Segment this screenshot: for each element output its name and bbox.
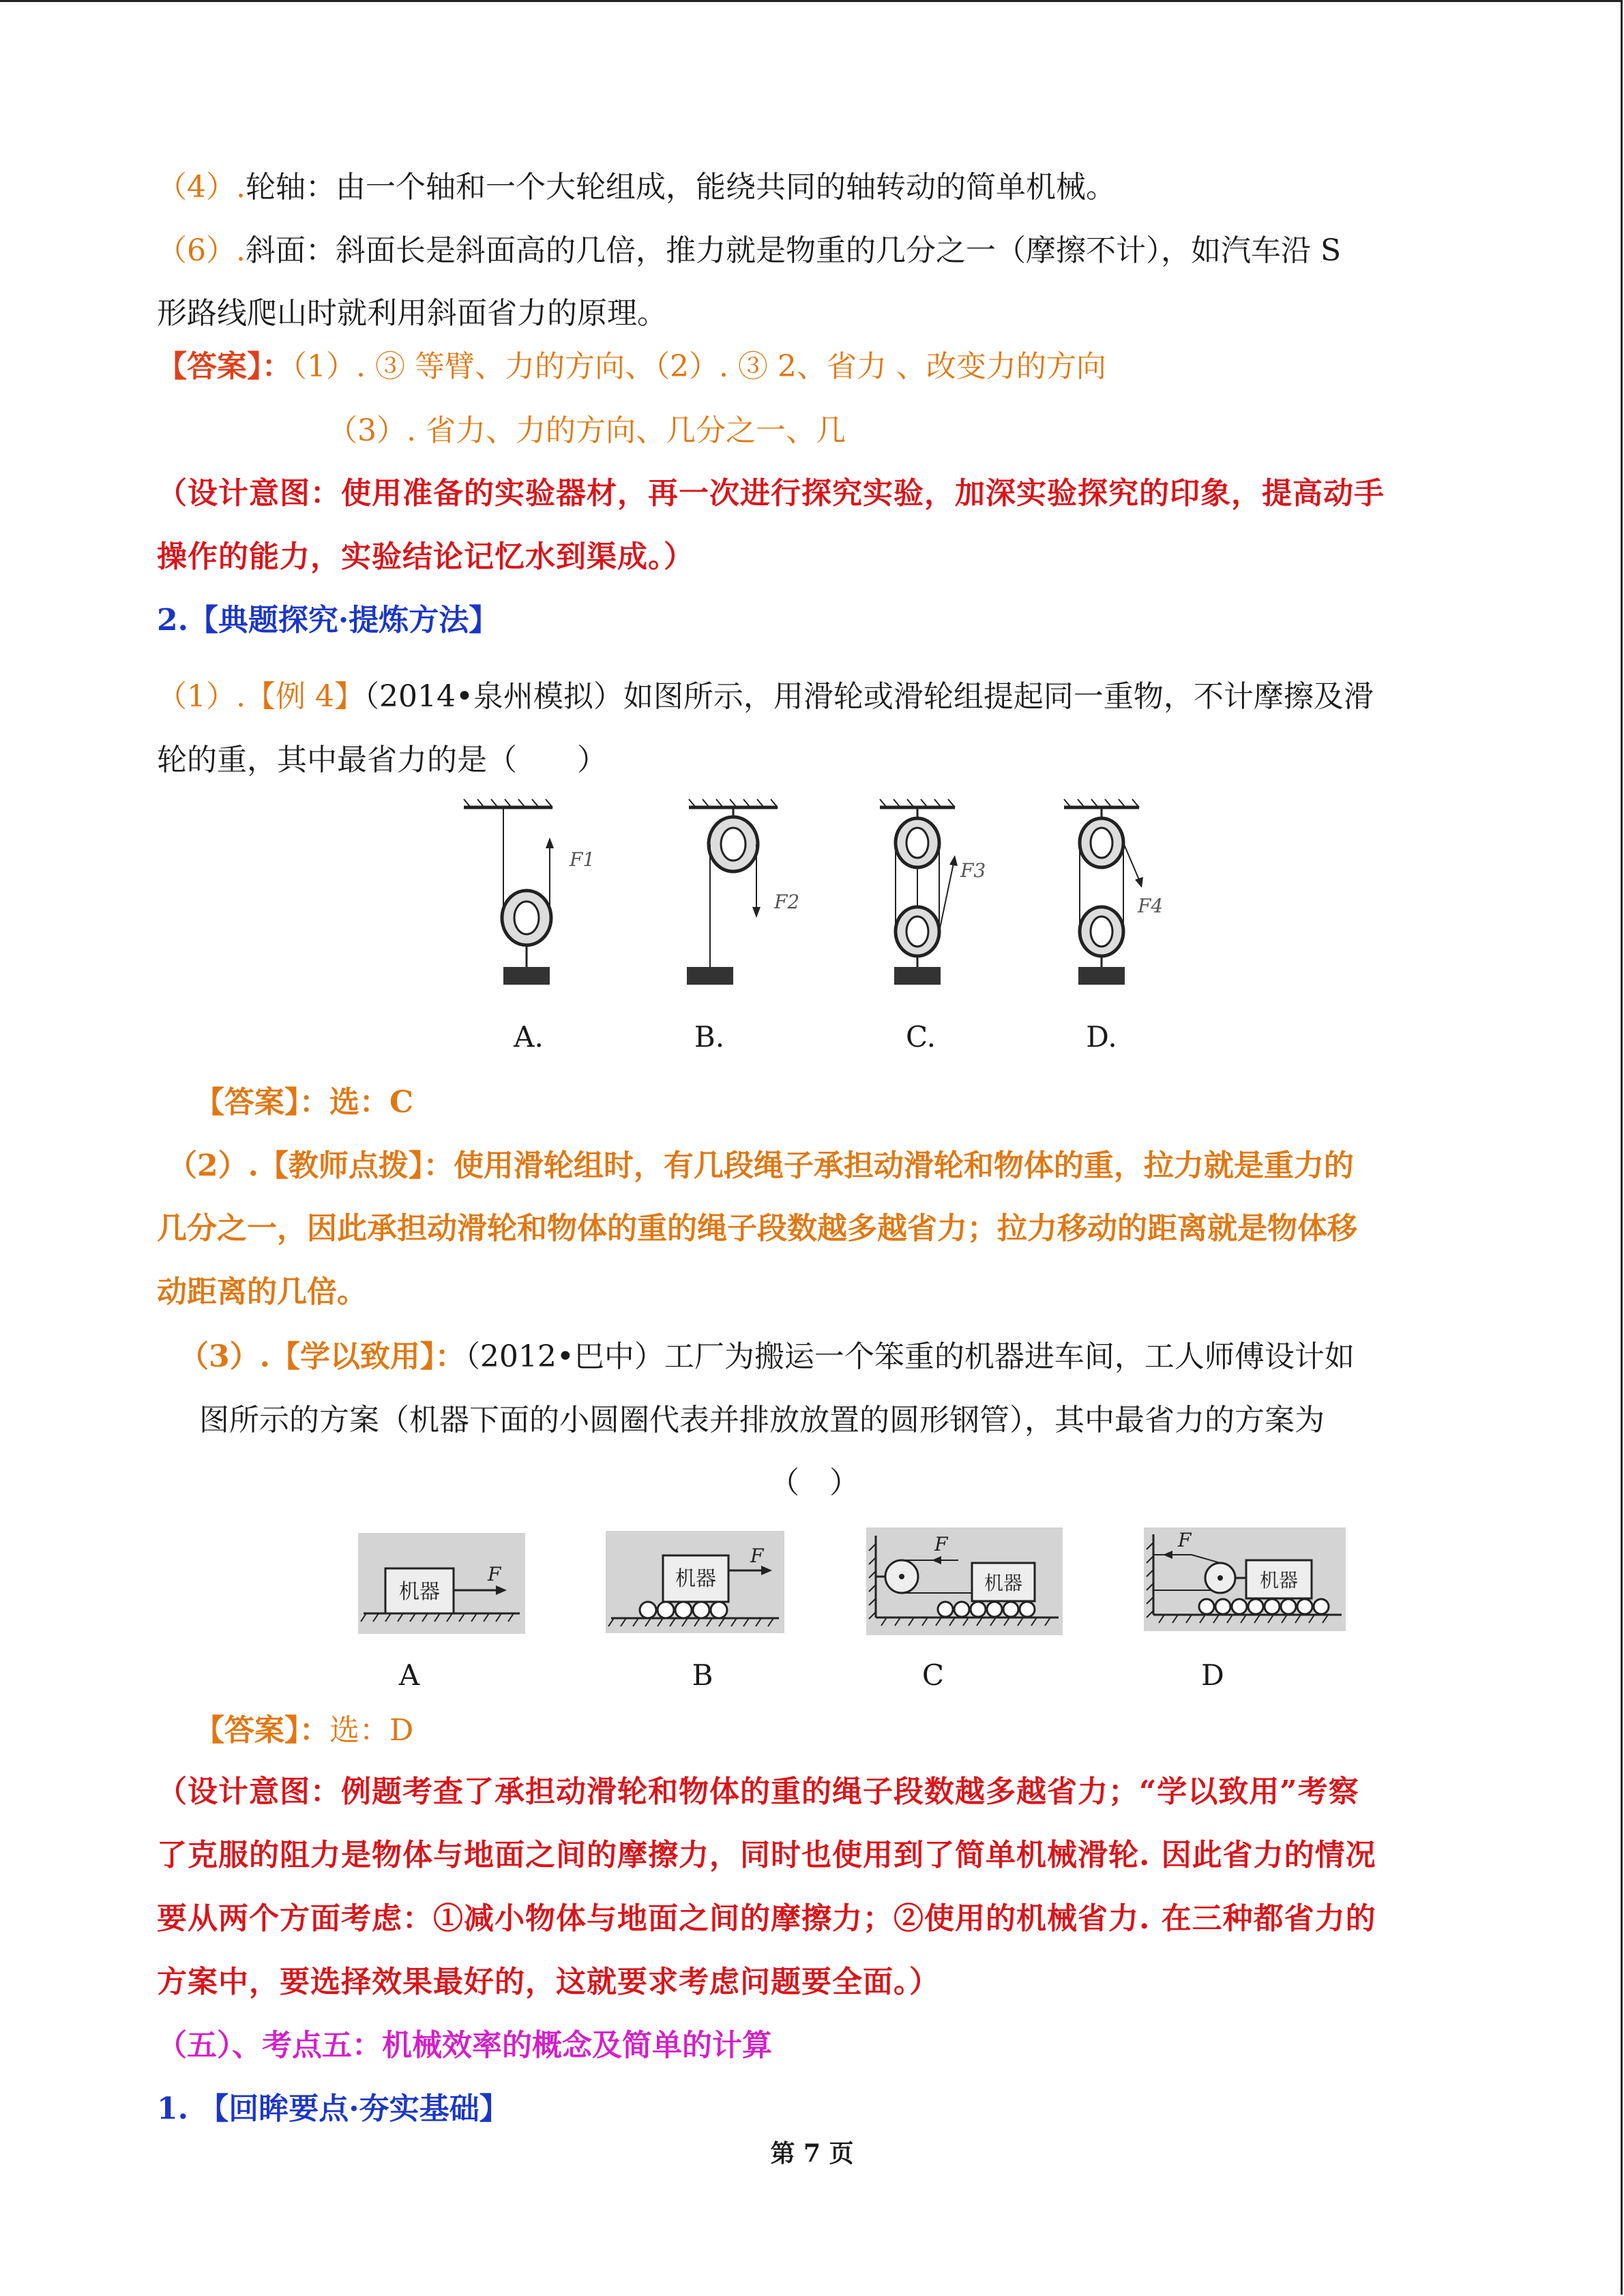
- q2-text-line3: 动距离的几倍。: [157, 1274, 367, 1309]
- design-intent-2-line1: （设计意图：例题考查了承担动滑轮和物体的重的绳子段数越多越省力；“学以致用”考察: [157, 1774, 1359, 1809]
- q1-text-line1: （2014•泉州模拟）如图所示，用滑轮或滑轮组提起同一重物，不计摩擦及滑: [364, 679, 1374, 714]
- design-intent-1-line2: 操作的能力，实验结论记忆水到渠成。）: [157, 539, 694, 574]
- explore-heading: 2.【典题探究·提炼方法】: [157, 603, 499, 638]
- item-4: [157, 167, 1116, 208]
- machine-caption-d: D: [1201, 1658, 1224, 1692]
- q3-answer-label: 【答案】：: [194, 1713, 329, 1748]
- item-6: [157, 230, 1341, 271]
- answer-text-1: （1）. ③ 等臂、力的方向、（2）. ③ 2、省力 、改变力的方向: [292, 349, 1106, 384]
- q1-label: （1）.【例 4】: [157, 679, 364, 714]
- machine-label-d: 机器: [1259, 1569, 1299, 1592]
- q3-text-line3: （ ）: [769, 1465, 859, 1500]
- item-4-label: （4）.: [157, 170, 246, 205]
- machine-caption-c: C: [921, 1658, 945, 1692]
- item-6-text-line2: 形路线爬山时就利用斜面省力的原理。: [157, 296, 667, 331]
- force-label-f1: F1: [570, 848, 595, 871]
- force-label-f4: F4: [1138, 895, 1164, 917]
- machine-figure-b: [606, 1531, 784, 1633]
- pulley-caption-d: D.: [1086, 1020, 1117, 1054]
- q1-answer: [194, 1082, 413, 1123]
- force-label-d: F: [1178, 1529, 1192, 1551]
- pulley-caption-a: A.: [514, 1020, 544, 1054]
- q2-text-line2: 几分之一，因此承担动滑轮和物体的重的绳子段数越多越省力；拉力移动的距离就是物体移: [157, 1211, 1357, 1246]
- section-5-sub-heading: 1. 【回眸要点·夯实基础】: [157, 2091, 510, 2126]
- force-label-f2: F2: [774, 891, 800, 913]
- q1-answer-value: 选：C: [329, 1085, 414, 1120]
- q3-answer-value: 选：D: [329, 1713, 414, 1748]
- design-intent-2-line3: 要从两个方面考虑：①减小物体与地面之间的摩擦力；②使用的机械省力. 在三种都省力的: [157, 1901, 1376, 1936]
- q1-answer-label: 【答案】：: [194, 1085, 329, 1120]
- page-number: 第 7 页: [770, 2139, 854, 2168]
- machine-figure-a: [358, 1533, 525, 1634]
- q3-text-line1: （2012•巴中）工厂为搬运一个笨重的机器进车间，工人师傅设计如: [464, 1339, 1355, 1374]
- q3-text-line2: 图所示的方案（机器下面的小圆圈代表并排放放置的圆形钢管），其中最省力的方案为: [199, 1403, 1325, 1437]
- force-label-b: F: [750, 1545, 764, 1567]
- item-4-text: 轮轴：由一个轴和一个大轮组成，能绕共同的轴转动的简单机械。: [245, 170, 1116, 205]
- pulley-figure-d: [1050, 798, 1228, 996]
- answer-line-1: [157, 346, 1106, 387]
- q2-label: （2）.【教师点拨】：: [167, 1148, 454, 1183]
- force-label-f3: F3: [960, 859, 986, 882]
- machine-label-a: 机器: [399, 1580, 440, 1604]
- machine-label-c: 机器: [984, 1572, 1023, 1594]
- pulley-figure-c: [866, 798, 1044, 996]
- q1-text-line2: 轮的重，其中最省力的是（ ）: [157, 743, 607, 777]
- pulley-caption-b: B.: [694, 1020, 725, 1054]
- item-6-text-line1: 斜面：斜面长是斜面高的几倍，推力就是物重的几分之一（摩擦不计），如汽车沿 S: [245, 233, 1342, 268]
- pulley-caption-c: C.: [906, 1020, 936, 1054]
- machine-figure-d: [1144, 1527, 1346, 1631]
- pulley-figure-a: [450, 798, 628, 996]
- machine-label-b: 机器: [675, 1567, 716, 1591]
- pulley-figure-b: [675, 798, 853, 996]
- section-5-heading: （五）、考点五：机械效率的概念及简单的计算: [157, 2028, 772, 2063]
- q3-label: （3）.【学以致用】：: [179, 1339, 465, 1374]
- machine-figure-c: [866, 1527, 1063, 1635]
- design-intent-1-line1: （设计意图：使用准备的实验器材，再一次进行探究实验，加深实验探究的印象，提高动手: [157, 476, 1385, 511]
- item-6-label: （6）.: [157, 233, 246, 268]
- q2-text-line1: 使用滑轮组时，有几段绳子承担动滑轮和物体的重，拉力就是重力的: [453, 1148, 1354, 1183]
- answer-line-2: （3）. 省力、力的方向、几分之一、几: [327, 413, 846, 448]
- answer-label: 【答案】：: [157, 349, 292, 384]
- q2-line1: [167, 1146, 1354, 1187]
- force-label-c: F: [934, 1533, 948, 1555]
- machine-caption-a: A: [398, 1658, 420, 1692]
- design-intent-2-line2: 了克服的阻力是物体与地面之间的摩擦力，同时也使用到了简单机械滑轮. 因此省力的情况: [157, 1838, 1376, 1873]
- q3-answer: [194, 1710, 413, 1751]
- q1-line1: [157, 676, 1374, 717]
- design-intent-2-line4: 方案中，要选择效果最好的，这就要求考虑问题要全面。）: [157, 1965, 940, 1999]
- q3-line1: [179, 1337, 1355, 1377]
- machine-caption-b: B: [692, 1658, 713, 1692]
- force-label-a: F: [488, 1563, 501, 1585]
